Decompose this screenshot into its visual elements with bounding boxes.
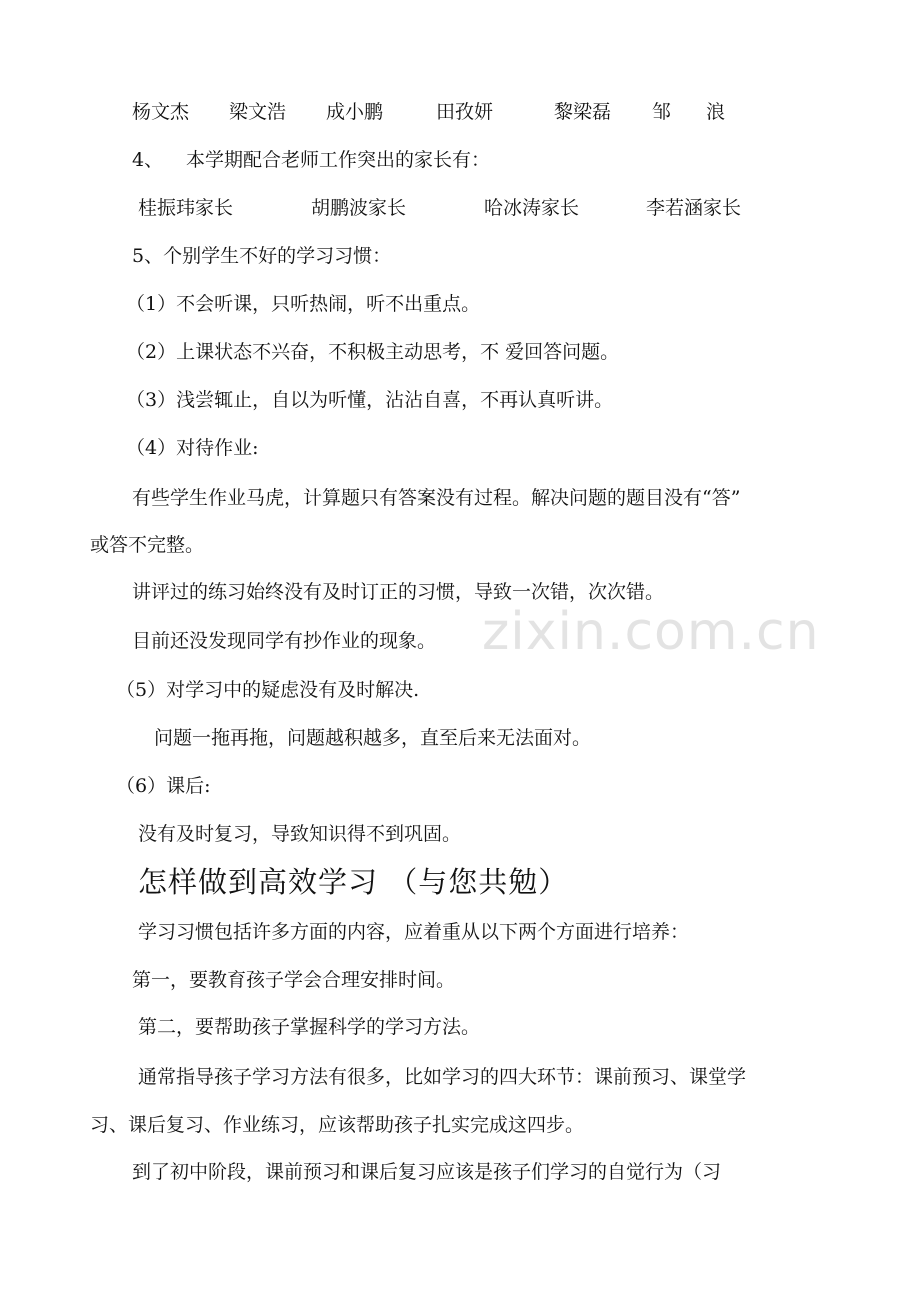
habit-1: （1）不会听课，只听热闹，听不出重点。 — [126, 293, 481, 315]
item5-title: 5、个别学生不好的学习习惯： — [132, 245, 392, 267]
habit-6: （6）课后: — [116, 775, 211, 797]
habit-3: （3）浅尝辄止，自以为听懂，沾沾自喜，不再认真听讲。 — [126, 389, 614, 411]
parent-name: 哈冰涛家长 — [484, 197, 580, 219]
student-name: 浪 — [706, 101, 726, 123]
section-paragraph-2a: 到了初中阶段，课前预习和课后复习应该是孩子们学习的自觉行为（习 — [132, 1161, 722, 1183]
habit-5: （5）对学习中的疑虑没有及时解决. — [116, 679, 420, 701]
habit-2: （2）上课状态不兴奋，不积极主动思考，不 爱回答问题。 — [126, 341, 620, 363]
section-paragraph-1b: 习、课后复习、作业练习，应该帮助孩子扎实完成这四步。 — [90, 1114, 585, 1136]
section-point-2: 第二，要帮助孩子掌握科学的学习方法。 — [138, 1016, 481, 1038]
section-intro: 学习习惯包括许多方面的内容，应着重从以下两个方面进行培养： — [138, 921, 690, 943]
habit-4-paragraph-2: 讲评过的练习始终没有及时订正的习惯，导致一次错，次次错。 — [132, 581, 665, 603]
parent-name: 胡鹏波家长 — [311, 197, 407, 219]
parent-name: 桂振玮家长 — [138, 197, 234, 219]
habit-6-paragraph: 没有及时复习，导致知识得不到巩固。 — [138, 823, 462, 845]
habit-5-paragraph: 问题一拖再拖，问题越积越多，直至后来无法面对。 — [154, 727, 592, 749]
student-name: 黎梁磊 — [554, 101, 612, 123]
student-name: 梁文浩 — [229, 101, 287, 123]
section-heading: 怎样做到高效学习 （与您共勉） — [138, 865, 569, 899]
habit-4-paragraph-3: 目前还没发现同学有抄作业的现象。 — [132, 630, 437, 652]
habit-4: （4）对待作业: — [126, 437, 259, 459]
student-names-row — [0, 98, 920, 126]
section-point-1: 第一，要教育孩子学会合理安排时间。 — [132, 969, 456, 991]
section-paragraph-1a: 通常指导孩子学习方法有很多，比如学习的四大环节：课前预习、课堂学 — [138, 1066, 747, 1088]
student-name: 杨文杰 — [132, 101, 190, 123]
item4-number: 4、 — [132, 149, 164, 171]
student-name: 成小鹏 — [326, 101, 384, 123]
parent-name: 李若涵家长 — [646, 197, 742, 219]
habit-4-paragraph-1a: 有些学生作业马虎，计算题只有答案没有过程。解决问题的题目没有“答” — [132, 487, 741, 509]
item4-text: 本学期配合老师工作突出的家长有： — [186, 149, 491, 171]
parents-row — [0, 194, 920, 222]
student-name: 邹 — [652, 101, 672, 123]
watermark: zixin.com.cn — [482, 602, 820, 662]
habit-4-paragraph-1b: 或答不完整。 — [90, 534, 205, 556]
student-name: 田孜妍 — [436, 101, 494, 123]
